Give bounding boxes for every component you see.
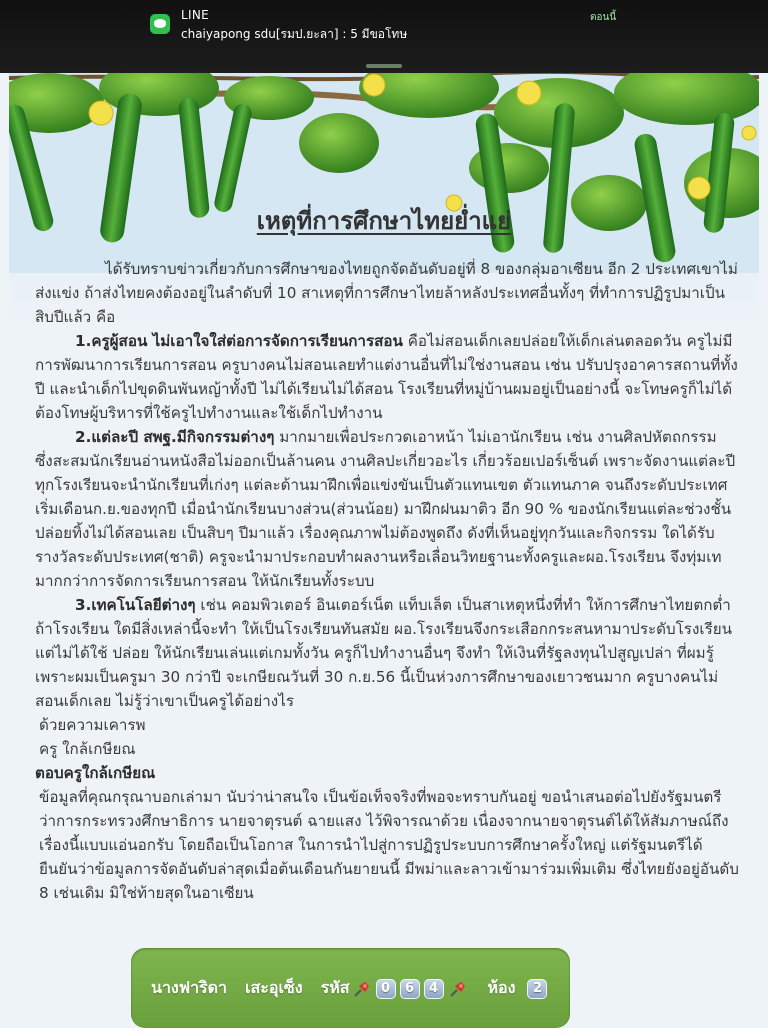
article-intro: ได้รับทราบข่าวเกี่ยวกับการศึกษาของไทยถูกจัดอันดับอยู่ที่ 8 ของกลุ่มอาเซียน อีก 2 ประเทศเขาไม่ส่งแข่ง ถ้าส่งไทยคงต้องอยู่ในลำดับที่ 10 สาเหตุที่การศึกษาไทยล้าหลังประเทศอื่นทั้งๆ ที่ทำการปฏิรูปมาเป็นสิบปีแล้ว คือ: [35, 260, 738, 326]
article-title: เหตุที่การศึกษาไทยย่ำแย่: [256, 207, 512, 235]
article-page: [9, 73, 759, 1024]
room-label: ห้อง: [487, 978, 516, 997]
notification-drag-handle[interactable]: [366, 64, 402, 68]
point-2-heading: 2.แต่ละปี สพฐ.มีกิจกรรมต่างๆ: [75, 428, 275, 446]
reply-heading-text: ตอบครูใกล้เกษียณ: [35, 764, 156, 782]
point-3: [35, 593, 739, 713]
signature-name: ครู ใกล้เกษียณ: [39, 740, 136, 758]
student-surname: เสะอุเซ็ง: [245, 978, 303, 997]
student-name-badge: [131, 948, 570, 1028]
reply-heading: [35, 761, 739, 785]
student-info-row: [151, 976, 549, 1001]
gourd-vine-decoration: [9, 73, 759, 273]
point-3-heading: 3.เทคโนโลยีต่างๆ: [75, 596, 196, 614]
notification-message: chaiyapong sdu[รมป.ยะลา] : 5 มีขอโทษ: [181, 27, 408, 41]
point-2: [35, 425, 739, 593]
point-1-heading: 1.ครูผู้สอน ไม่เอาใจใส่ต่อการจัดการเรียนการสอน: [75, 332, 403, 350]
point-1: [35, 329, 739, 425]
student-id-label: รหัส: [320, 978, 350, 997]
room-number: 2: [527, 979, 547, 999]
signature-respect: ด้วยความเคารพ: [39, 716, 146, 734]
notification-app-name: LINE: [181, 8, 209, 22]
point-1-text: คือไม่สอนเด็กเลยปล่อยให้เด็กเล่นตลอดวัน ครูไม่มีการพัฒนาการเรียนการสอน ครูบางคนไม่สอนเลยทำแต่งานอื่นที่ไม่ใช่งานสอน เช่น ปรับปรุงอาคารสถานที่ทั้งปี และนำเด็กไปขุดดินพันหญ้าทั้งปี ไม่ได้เรียนไม่ได้สอน โรงเรียนที่หมู่บ้านผมอยู่เป็นอย่างนี้ จะโทษครูก็ไม่ได้ต้องโทษผู้บริหารที่ใช้ครูไปทำงานและใช้เด็กไปทำงาน: [35, 332, 738, 422]
student-id-digit: 0: [376, 979, 396, 999]
point-3-text: เช่น คอมพิวเตอร์ อินเตอร์เน็ต แท็บเล็ต เป็นสาเหตุหนึ่งที่ทำ ให้การศึกษาไทยตกต่ำ ถ้าโรงเรียน ใดมีสิ่งเหล่านี้จะทำ ให้เป็นโรงเรียนทันสมัย ผอ.โรงเรียนจึงกระเสือกกระสนหามาประดับโรงเรียน แต่ไม่ได้ใช้ ปล่อย ให้นักเรียนเล่นแต่เกมทั้งวัน ครูก็ไปทำงานอื่นๆ จึงทำ ให้เงินที่รัฐลงทุนไปสูญเปล่า ที่ผมรู้เพราะผมเป็นครูมา 30 กว่าปี จะเกษียณวันที่ 30 ก.ย.56 นี้เป็นห่วงการศึกษาของเยาวชนมาก ครูบางคนไม่สอนเด็กเลย ไม่รู้ว่าเขาเป็นครูได้อย่างไร: [35, 596, 733, 710]
reply-text: ข้อมูลที่คุณกรุณาบอกเล่ามา นับว่าน่าสนใจ เป็นข้อเท็จจริงที่พอจะทราบกันอยู่ ขอนำเสนอต่อไปยังรัฐมนตรีว่าการกระทรวงศึกษาธิการ นายจาตุรนต์ ฉายแสง ไว้พิจารณาด้วย เนื่องจากนายจาตุรนต์ได้ให้สัมภาษณ์ถึงเรื่องนี้แบบแอ่นอกรับ โดยถือเป็นโอกาส ในการนำไปสู่การปฏิรูประบบการศึกษาครั้งใหญ่ แต่รัฐมนตรีได้ยืนยันว่าข้อมูลการจัดอันดับล่าสุดเมื่อต้นเดือนกันยายนนี้ มีพม่าและลาวเข้ามาร่วมเพิ่มเติม ซึ่งไทยยังอยู่อันดับ 8 เช่นเดิม มิใช่ท้ายสุดในอาเซียน: [39, 788, 739, 902]
student-id-digit: 4: [424, 979, 444, 999]
point-2-text: มากมายเพื่อประกวดเอาหน้า ไม่เอานักเรียน เช่น งานศิลปหัตถกรรม ซึ่งสะสมนักเรียนอ่านหนังสือไม่ออกเป็นล้านคน งานศิลปะเกี่ยวอะไร เกี่ยวร้อยเปอร์เซ็นต์ เพราะจัดงานแต่ละปีทุกโรงเรียนจะนำนักเรียนที่เก่งๆ แต่ละด้านมาฝึกเพื่อแข่งขันเป็นตัวแทนเขต ตัวแทนภาค จนถึงระดับประเทศเริ่มเดือนก.ย.ของทุกปี เมื่อนำนักเรียนบางส่วน(ส่วนน้อย) มาฝึกฝนมาติว อีก 90 % ของนักเรียนแต่ละช่วงชั้นปล่อยทิ้งไม่ได้สอนเลย เป็นสิบๆ ปีมาแล้ว เรื่องคุณภาพไม่ต้องพูดถึง ดังที่เห็นอยู่ทุกวันและกิจกรรม ใดได้รับรางวัลระดับประเทศ(ชาติ) ครูจะนำมาประกอบทำผลงานหรือเลื่อนวิทยฐานะทั้งครูและผอ.โรงเรียน จึงทุ่มเทมากกว่าการจัดการเรียนการสอน ให้นักเรียนทั้งระบบ: [35, 428, 736, 590]
notification-banner[interactable]: [0, 0, 768, 73]
pushpin-icon: [448, 979, 468, 999]
student-first-name: นางฟาริดา: [151, 978, 228, 997]
line-app-icon: [150, 14, 170, 34]
student-id-digit: 6: [400, 979, 420, 999]
notification-time: ตอนนี้: [590, 12, 617, 23]
article-body: [35, 257, 739, 905]
pushpin-icon: [352, 979, 372, 999]
